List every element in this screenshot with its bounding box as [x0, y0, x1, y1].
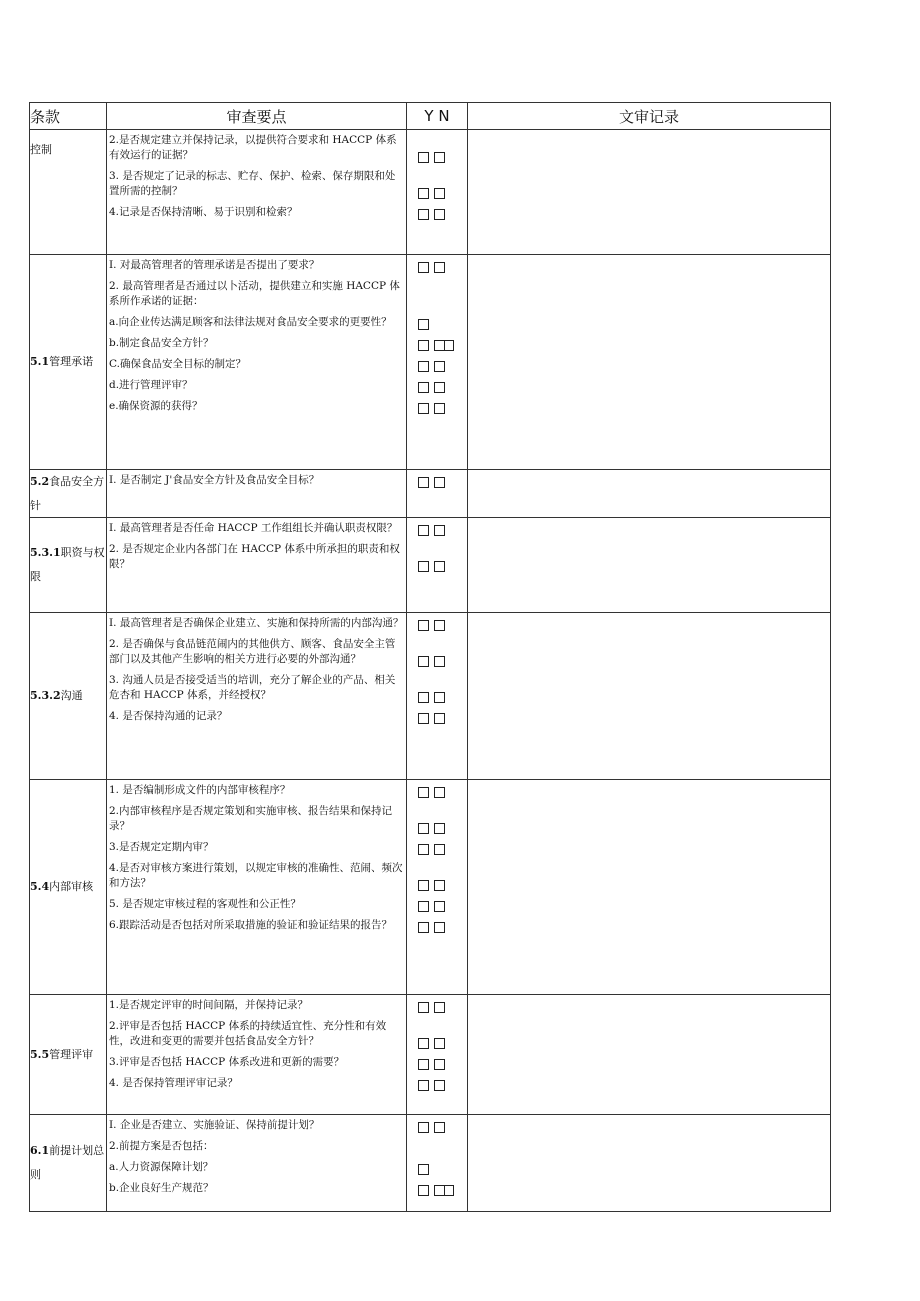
review-record-cell[interactable]: [468, 130, 831, 255]
header-yes-no: Y N: [407, 103, 468, 130]
no-checkbox[interactable]: [434, 1038, 445, 1049]
yes-no-cell: [407, 255, 468, 470]
yes-no-checkboxes: [407, 255, 467, 276]
audit-question: 2. 最高管理者是否通过以卜活动，提供建立和实施 HACCP 体系所作承诺的证据：: [109, 280, 400, 307]
audit-question: 2.评审是否包括 HACCP 体系的持续适宜性、充分性和有效性，改进和变更的需要并包括食品安全方针？: [109, 1020, 387, 1047]
review-record-cell[interactable]: [468, 995, 831, 1115]
audit-checklist-table: [29, 102, 831, 1212]
yes-checkbox[interactable]: [418, 692, 429, 703]
clause-number: 5.3.2: [30, 689, 61, 702]
yes-checkbox[interactable]: [418, 1185, 429, 1196]
no-checkbox[interactable]: [434, 188, 445, 199]
clause-cell: [30, 995, 107, 1115]
yes-checkbox[interactable]: [418, 844, 429, 855]
audit-question: 5. 是否规定审核过程的客观性和公正性？: [109, 898, 301, 910]
yes-no-checkboxes: [407, 166, 467, 202]
audit-question: d.进行管理评审？: [109, 379, 193, 391]
audit-question: 4. 是否保持管理评审记录？: [109, 1077, 238, 1089]
audit-question: C.确保食品安全目标的制定？: [109, 358, 246, 370]
review-record-cell[interactable]: [468, 780, 831, 995]
audit-question: b.企业良好生产规范？: [109, 1182, 214, 1194]
yes-checkbox[interactable]: [418, 152, 429, 163]
audit-question: a.人力资源保障计划？: [109, 1161, 214, 1173]
yes-checkbox[interactable]: [418, 209, 429, 220]
header-clause: 条款: [30, 103, 107, 130]
yes-checkbox[interactable]: [418, 561, 429, 572]
clause-title: 管理评审: [49, 1047, 94, 1061]
yes-no-checkboxes: [407, 354, 467, 375]
clause-number: 5.1: [30, 355, 50, 368]
yes-no-checkboxes: [407, 1136, 467, 1157]
no-checkbox[interactable]: [434, 1185, 454, 1196]
yes-checkbox[interactable]: [418, 262, 429, 273]
yes-checkbox[interactable]: [418, 403, 429, 414]
audit-points-cell: [107, 518, 407, 613]
yes-checkbox[interactable]: [418, 656, 429, 667]
audit-question: I. 对最高管理者的管理承诺是否提出了要求？: [109, 259, 320, 271]
yes-no-checkboxes: [407, 375, 467, 396]
section-row: [30, 470, 831, 518]
clause-number: 5.4: [30, 880, 50, 893]
yes-no-checkboxes: [407, 1016, 467, 1052]
audit-points-cell: [107, 995, 407, 1115]
yes-no-checkboxes: [407, 634, 467, 670]
no-checkbox[interactable]: [434, 1122, 445, 1133]
audit-question: b.制定食品安全方针？: [109, 337, 214, 349]
clause-cell: [30, 613, 107, 780]
yes-no-checkboxes: [407, 894, 467, 915]
yes-no-cell: [407, 470, 468, 518]
audit-question: e.确保资源的获得？: [109, 400, 203, 412]
yes-no-checkboxes: [407, 1157, 467, 1178]
yes-checkbox[interactable]: [418, 713, 429, 724]
no-checkbox[interactable]: [434, 340, 454, 351]
yes-no-checkboxes: [407, 312, 467, 333]
yes-checkbox[interactable]: [418, 1059, 429, 1070]
audit-question: 2.前提方案是否包括：: [109, 1140, 214, 1152]
yes-no-cell: [407, 780, 468, 995]
yes-no-checkboxes: [407, 995, 467, 1016]
yes-checkbox[interactable]: [418, 901, 429, 912]
clause-title: 职资与权限: [30, 546, 105, 583]
yes-no-checkboxes: [407, 1073, 467, 1094]
no-checkbox[interactable]: [434, 561, 445, 572]
no-checkbox[interactable]: [434, 382, 445, 393]
clause-cell: [30, 1115, 107, 1212]
yes-no-checkboxes: [407, 130, 467, 166]
yes-no-cell: [407, 995, 468, 1115]
audit-points-cell: [107, 1115, 407, 1212]
clause-title: 内部审核: [49, 880, 94, 893]
yes-checkbox[interactable]: [418, 620, 429, 631]
no-checkbox[interactable]: [434, 692, 445, 703]
clause-number: 5.5: [30, 1047, 50, 1061]
audit-question: I. 最高管理者是否确保企业建立、实施和保持所需的内部沟通？: [109, 617, 404, 629]
audit-question: 2. 是否确保与食品链范闹内的其他供方、顾客、食品安全主管部门以及其他产生影响的相关方进行必要的外部沟通？: [109, 638, 396, 665]
audit-question: 2.内部审核程序是否规定策划和实施审核、报告结果和保持记录？: [109, 805, 393, 832]
audit-question: I. 企业是否建立、实施验证、保持前提计划？: [109, 1119, 320, 1131]
audit-points-cell: [107, 780, 407, 995]
clause-number: 5.3.1: [30, 546, 61, 559]
review-record-cell[interactable]: [468, 255, 831, 470]
no-checkbox[interactable]: [434, 1002, 445, 1013]
yes-checkbox[interactable]: [418, 1080, 429, 1091]
yes-checkbox[interactable]: [418, 525, 429, 536]
audit-question: 3.是否规定定期内审？: [109, 841, 214, 853]
audit-points-cell: [107, 255, 407, 470]
yes-no-checkboxes: [407, 202, 467, 223]
yes-checkbox[interactable]: [418, 361, 429, 372]
yes-checkbox[interactable]: [418, 880, 429, 891]
yes-no-checkboxes: [407, 396, 467, 417]
yes-checkbox[interactable]: [418, 477, 429, 488]
no-checkbox[interactable]: [434, 361, 445, 372]
yes-checkbox[interactable]: [418, 1038, 429, 1049]
yes-no-checkboxes: [407, 276, 467, 312]
yes-no-checkboxes: [407, 837, 467, 858]
yes-checkbox[interactable]: [418, 1164, 429, 1175]
section-row: [30, 255, 831, 470]
yes-checkbox[interactable]: [418, 823, 429, 834]
yes-no-checkboxes: [407, 518, 467, 539]
clause-title: 食品安全方针: [30, 474, 105, 512]
section-row: [30, 613, 831, 780]
yes-checkbox[interactable]: [418, 787, 429, 798]
no-checkbox[interactable]: [434, 922, 445, 933]
yes-no-cell: [407, 518, 468, 613]
audit-question: a.向企业传达满足顾客和法律法规对食品安全要求的更要性？: [109, 316, 392, 328]
no-checkbox[interactable]: [434, 880, 445, 891]
no-checkbox[interactable]: [434, 901, 445, 912]
no-checkbox[interactable]: [434, 713, 445, 724]
audit-question: 3. 是否规定了记录的标志、贮存、保护、检索、保存期限和处置所需的控制？: [109, 170, 396, 197]
audit-points-cell: [107, 130, 407, 255]
yes-no-checkboxes: [407, 780, 467, 801]
yes-no-checkboxes: [407, 670, 467, 706]
yes-no-checkboxes: [407, 1052, 467, 1073]
yes-no-cell: [407, 130, 468, 255]
yes-checkbox[interactable]: [418, 319, 429, 330]
audit-question: 4. 是否保持沟通的记录？: [109, 710, 228, 722]
yes-no-checkboxes: [407, 470, 467, 491]
audit-question: 4.记录是否保持清晰、易于识别和检索？: [109, 206, 298, 218]
audit-question: 2. 是否规定企业内各部门在 HACCP 体系中所承担的职责和权限？: [109, 543, 400, 570]
no-checkbox[interactable]: [434, 1080, 445, 1091]
clause-title: 管理承诺: [49, 355, 94, 368]
audit-question: 1. 是否编制形成文件的内部审核程序？: [109, 784, 291, 796]
review-record-cell[interactable]: [468, 1115, 831, 1212]
table-header-row: [30, 103, 831, 130]
no-checkbox[interactable]: [434, 620, 445, 631]
section-row: [30, 130, 831, 255]
yes-checkbox[interactable]: [418, 188, 429, 199]
no-checkbox[interactable]: [434, 209, 445, 220]
review-record-cell[interactable]: [468, 613, 831, 780]
yes-no-checkboxes: [407, 333, 467, 354]
yes-no-cell: [407, 1115, 468, 1212]
clause-title: 控制: [30, 143, 52, 156]
yes-no-checkboxes: [407, 1115, 467, 1136]
review-record-cell[interactable]: [468, 518, 831, 613]
audit-question: 6.跟踪活动是否包括对所采取措施的验证和验证结果的报告？: [109, 919, 393, 931]
no-checkbox[interactable]: [434, 525, 445, 536]
no-checkbox[interactable]: [434, 823, 445, 834]
audit-question: 4.是否对审核方案进行策划，以规定审核的准确性、范闹、频次和方法？: [109, 862, 403, 889]
audit-question: I. 最高管理者是否任命 HACCP 工作组组长并确认职责权限？: [109, 522, 398, 534]
header-audit-points: 审查要点: [107, 103, 407, 130]
yes-no-checkboxes: [407, 539, 467, 575]
yes-checkbox[interactable]: [418, 922, 429, 933]
no-checkbox[interactable]: [434, 262, 445, 273]
yes-no-checkboxes: [407, 706, 467, 727]
clause-title: 沟通: [60, 689, 83, 702]
audit-question: 3. 沟通人员是否接受适当的培训，充分了解企业的产品、相关危杏和 HACCP 体系，并经授权？: [109, 674, 396, 701]
yes-checkbox[interactable]: [418, 340, 429, 351]
clause-cell: [30, 255, 107, 470]
no-checkbox[interactable]: [434, 477, 445, 488]
section-row: [30, 518, 831, 613]
no-checkbox[interactable]: [434, 1059, 445, 1070]
audit-question: 3.评审是否包括 HACCP 体系改进和更新的需要？: [109, 1056, 345, 1068]
no-checkbox[interactable]: [434, 403, 445, 414]
yes-no-checkboxes: [407, 801, 467, 837]
header-document-review-record: 文审记录: [468, 103, 831, 130]
no-checkbox[interactable]: [434, 844, 445, 855]
yes-checkbox[interactable]: [418, 1122, 429, 1133]
section-row: [30, 780, 831, 995]
clause-number: 5.2: [30, 474, 50, 488]
section-row: [30, 1115, 831, 1212]
section-row: [30, 995, 831, 1115]
audit-question: I. 是否制定 J'食品安全方针及食品安全目标？: [109, 474, 320, 486]
clause-cell: [30, 780, 107, 995]
clause-cell: [30, 130, 107, 255]
audit-question: 1.是否规定评审的时间间隔，并保持记录？: [109, 999, 309, 1011]
review-record-cell[interactable]: [468, 470, 831, 518]
no-checkbox[interactable]: [434, 787, 445, 798]
yes-checkbox[interactable]: [418, 382, 429, 393]
yes-no-checkboxes: [407, 1178, 467, 1199]
audit-question: 2.是否规定建立并保持记录，以提供符合要求和 HACCP 体系有效运行的证据？: [109, 134, 397, 161]
audit-points-cell: [107, 470, 407, 518]
yes-checkbox[interactable]: [418, 1002, 429, 1013]
yes-no-checkboxes: [407, 613, 467, 634]
yes-no-checkboxes: [407, 915, 467, 936]
no-checkbox[interactable]: [434, 656, 445, 667]
clause-number: 6.1: [30, 1144, 50, 1157]
no-checkbox[interactable]: [434, 152, 445, 163]
audit-points-cell: [107, 613, 407, 780]
clause-cell: [30, 518, 107, 613]
yes-no-checkboxes: [407, 858, 467, 894]
clause-title: 前提计划总则: [30, 1144, 105, 1181]
yes-no-cell: [407, 613, 468, 780]
clause-cell: [30, 470, 107, 518]
